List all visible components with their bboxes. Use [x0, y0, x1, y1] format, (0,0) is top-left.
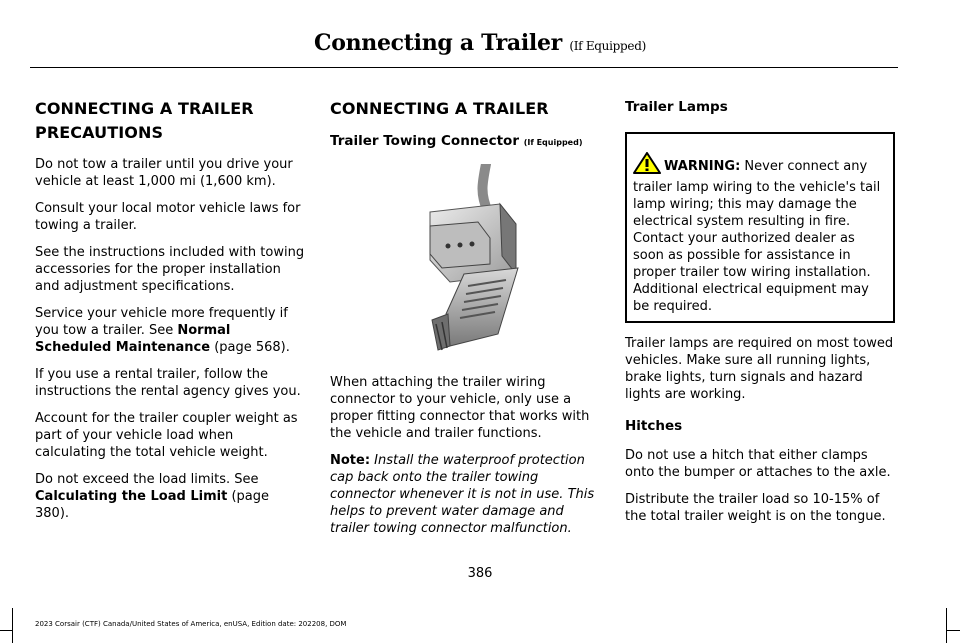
- subsection-heading: Trailer Lamps: [625, 99, 728, 115]
- section-heading-line2: PRECAUTIONS: [35, 123, 164, 142]
- subheading-text: Trailer Towing Connector: [330, 133, 519, 149]
- paragraph-text: Do not exceed the load limits. See: [35, 472, 259, 487]
- column-connecting-trailer: [330, 98, 602, 547]
- warning-text: Never connect any trailer lamp wiring to the vehicle's tail lamp wiring; this may damage the electrical system resulting in fire. Contact your authorized dealer as soon as possible for assistance in proper trailer tow wiring installation. Additional electrical equipment may be required.: [633, 159, 881, 314]
- crop-mark: [0, 630, 12, 631]
- page-number: 386: [467, 566, 493, 581]
- header-title-text: Connecting a Trailer: [314, 30, 562, 56]
- paragraph-text: Service your vehicle more frequently if you tow a trailer. See: [35, 306, 288, 338]
- paragraph: Distribute the trailer load so 10-15% of the total trailer weight is on the tongue.: [625, 492, 886, 524]
- warning-triangle-icon: [633, 152, 661, 179]
- paragraph: Do not tow a trailer until you drive your vehicle at least 1,000 mi (1,600 km).: [35, 157, 293, 189]
- cross-reference-link[interactable]: Calculating the Load Limit: [35, 489, 228, 504]
- subsection-heading: [330, 132, 602, 152]
- paragraph-with-reference: [35, 305, 305, 356]
- header-rule: [30, 67, 898, 68]
- note-paragraph: [330, 452, 602, 537]
- trailer-connector-illustration: [330, 164, 602, 364]
- section-heading: CONNECTING A TRAILER: [330, 99, 549, 118]
- crop-mark: [12, 608, 13, 643]
- section-heading-line1: CONNECTING A TRAILER: [35, 99, 254, 118]
- subheading-qualifier: (If Equipped): [523, 138, 583, 147]
- note-text: Install the waterproof protection cap back onto the trailer towing connector whenever it is not in use. This helps to prevent water damage and trailer towing connector malfunction.: [330, 453, 595, 536]
- subsection-heading-hitches: Hitches: [625, 418, 683, 434]
- header-qualifier: (If Equipped): [569, 39, 646, 53]
- paragraph: Account for the trailer coupler weight as part of your vehicle load when calculating the total vehicle weight.: [35, 411, 298, 460]
- connector-icon: [330, 164, 602, 364]
- paragraph: Trailer lamps are required on most towed vehicles. Make sure all running lights, brake lights, turn signals and hazard lights are working.: [625, 336, 894, 402]
- page-reference: (page 568).: [210, 340, 290, 355]
- paragraph-with-reference: [35, 471, 305, 522]
- paragraph: If you use a rental trailer, follow the instructions the rental agency gives you.: [35, 367, 301, 399]
- paragraph: Consult your local motor vehicle laws for towing a trailer.: [35, 201, 301, 233]
- page-reference: (page 380).: [35, 489, 269, 521]
- paragraph: Do not use a hitch that either clamps onto the bumper or attaches to the axle.: [625, 448, 891, 480]
- warning-box: [625, 132, 895, 323]
- paragraph: When attaching the trailer wiring connector to your vehicle, only use a proper fitting connector that works with the vehicle and trailer functions.: [330, 375, 590, 441]
- column-precautions: [35, 98, 305, 532]
- paragraph: See the instructions included with towing accessories for the proper installation and adjustment specifications.: [35, 245, 305, 294]
- edition-footer: 2023 Corsair (CTF) Canada/United States of America, enUSA, Edition date: 202208, DOM: [35, 620, 347, 628]
- crop-mark: [947, 630, 960, 631]
- note-label: Note:: [330, 453, 371, 468]
- cross-reference-link[interactable]: Normal Scheduled Maintenance: [35, 323, 231, 355]
- warning-label: WARNING:: [664, 159, 741, 174]
- column-trailer-lamps: [625, 98, 895, 535]
- page-header-title: [0, 30, 960, 56]
- crop-mark: [946, 608, 947, 643]
